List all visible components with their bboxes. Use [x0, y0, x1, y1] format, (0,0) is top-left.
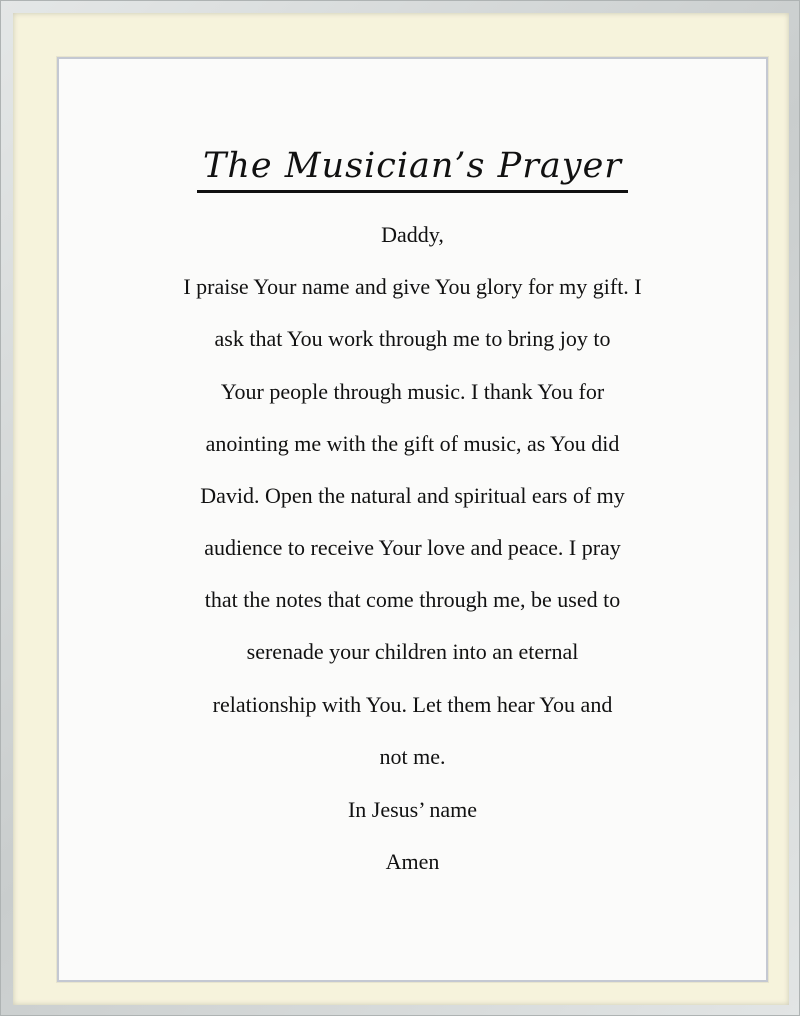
body-line-9: relationship with You. Let them hear You and — [212, 692, 613, 717]
prayer-page — [57, 57, 768, 982]
body-line-7: that the notes that come through me, be used to — [204, 587, 621, 612]
body-line-1: I praise Your name and give You glory for my gift. I — [183, 274, 642, 299]
body-line-2: ask that You work through me to bring joy to — [214, 326, 611, 351]
body-line-5: David. Open the natural and spiritual ears of my — [200, 483, 625, 508]
title-container — [59, 144, 766, 193]
body-line-10: not me. — [379, 744, 446, 769]
body-line-8: serenade your children into an eternal — [246, 639, 579, 664]
closing-line: In Jesus’ name — [347, 797, 478, 822]
salutation: Daddy, — [381, 222, 444, 247]
body-line-4: anointing me with the gift of music, as You did — [205, 431, 620, 456]
body-line-6: audience to receive Your love and peace. I pray — [204, 535, 621, 560]
prayer-title: The Musician’s Prayer — [197, 144, 628, 193]
body-line-3: Your people through music. I thank You for — [220, 379, 605, 404]
frame-mat — [13, 13, 789, 1005]
amen-line: Amen — [385, 849, 440, 874]
